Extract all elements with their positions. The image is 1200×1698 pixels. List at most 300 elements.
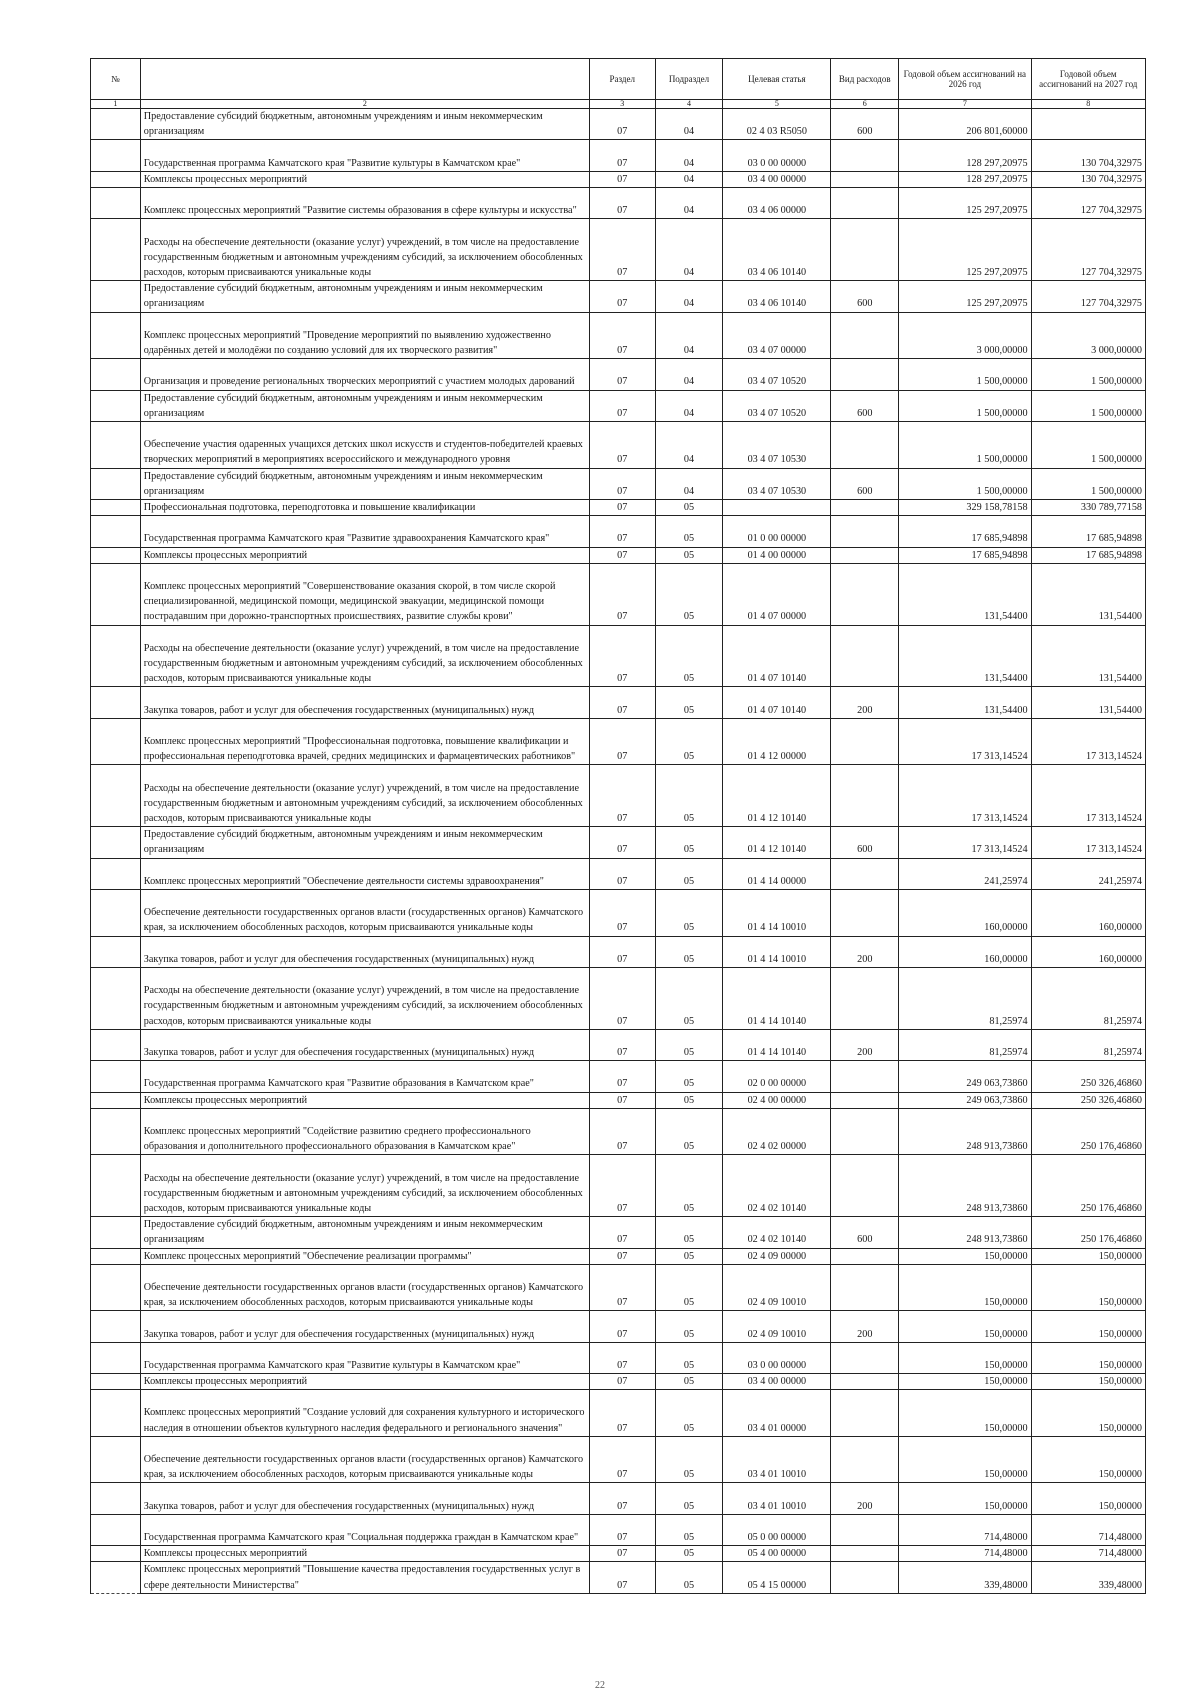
table-row bbox=[91, 827, 1146, 858]
row-2027-cell: 131,54400 bbox=[1031, 687, 1145, 718]
row-razdel-cell: 07 bbox=[589, 718, 655, 765]
row-podrazdel-cell: 05 bbox=[655, 1248, 723, 1264]
row-name-cell: Расходы на обеспечение деятельности (оказание услуг) учреждений, в том числе на предоставление государственным бюджетным и автономным учреждениям субсидий, за исключением обособленных расходов, которым присваиваются уникальные коды bbox=[140, 967, 589, 1029]
table-row bbox=[91, 1264, 1146, 1311]
table-row bbox=[91, 516, 1146, 547]
row-2027-cell: 17 313,14524 bbox=[1031, 827, 1145, 858]
row-2026-cell: 1 500,00000 bbox=[899, 468, 1031, 499]
row-podrazdel-cell: 05 bbox=[655, 1061, 723, 1092]
row-2026-cell: 206 801,60000 bbox=[899, 109, 1031, 140]
row-2027-cell: 250 326,46860 bbox=[1031, 1092, 1145, 1108]
row-razdel-cell: 07 bbox=[589, 1546, 655, 1562]
row-vid-cell bbox=[831, 312, 899, 359]
row-vid-cell bbox=[831, 1390, 899, 1437]
row-number-cell bbox=[91, 1562, 141, 1593]
row-2026-cell: 17 313,14524 bbox=[899, 827, 1031, 858]
row-vid-cell bbox=[831, 718, 899, 765]
row-vid-cell bbox=[831, 421, 899, 468]
row-razdel-cell: 07 bbox=[589, 1061, 655, 1092]
row-number-cell bbox=[91, 765, 141, 827]
row-number-cell bbox=[91, 889, 141, 936]
row-razdel-cell: 07 bbox=[589, 563, 655, 625]
column-number: 5 bbox=[723, 100, 831, 109]
row-vid-cell bbox=[831, 1374, 899, 1390]
row-vid-cell bbox=[831, 140, 899, 171]
table-row bbox=[91, 1342, 1146, 1373]
row-number-cell bbox=[91, 547, 141, 563]
row-razdel-cell: 07 bbox=[589, 1264, 655, 1311]
row-2027-cell: 250 326,46860 bbox=[1031, 1061, 1145, 1092]
row-razdel-cell: 07 bbox=[589, 1092, 655, 1108]
row-vid-cell bbox=[831, 171, 899, 187]
row-number-cell bbox=[91, 936, 141, 967]
row-number-cell bbox=[91, 1061, 141, 1092]
header-2026: Годовой объем ассигнований на 2026 год bbox=[899, 59, 1031, 100]
row-number-cell bbox=[91, 312, 141, 359]
row-name-cell: Обеспечение участия одаренных учащихся детских школ искусств и студентов-победителей краевых творческих мероприятий в мероприятиях всероссийского и международного уровня bbox=[140, 421, 589, 468]
row-podrazdel-cell: 05 bbox=[655, 858, 723, 889]
row-podrazdel-cell: 05 bbox=[655, 1436, 723, 1483]
row-target-cell: 03 4 01 10010 bbox=[723, 1436, 831, 1483]
row-name-cell: Расходы на обеспечение деятельности (оказание услуг) учреждений, в том числе на предоставление государственным бюджетным и автономным учреждениям субсидий, за исключением обособленных расходов, которым присваиваются уникальные коды bbox=[140, 625, 589, 687]
row-razdel-cell: 07 bbox=[589, 687, 655, 718]
row-number-cell bbox=[91, 1546, 141, 1562]
row-name-cell: Закупка товаров, работ и услуг для обеспечения государственных (муниципальных) нужд bbox=[140, 936, 589, 967]
table-row bbox=[91, 547, 1146, 563]
row-target-cell bbox=[723, 499, 831, 515]
row-podrazdel-cell: 05 bbox=[655, 1311, 723, 1342]
row-vid-cell bbox=[831, 1264, 899, 1311]
row-vid-cell bbox=[831, 1514, 899, 1545]
row-name-cell: Государственная программа Камчатского края "Развитие образования в Камчатском крае" bbox=[140, 1061, 589, 1092]
row-razdel-cell: 07 bbox=[589, 109, 655, 140]
table-row bbox=[91, 1029, 1146, 1060]
row-name-cell: Комплекс процессных мероприятий "Совершенствование оказания скорой, в том числе скорой специализированной, медицинской помощи, медицинской эвакуации, медицинской помощи пострадавшим при дорожно-транспортных происшествиях, развитие службы крови" bbox=[140, 563, 589, 625]
row-number-cell bbox=[91, 421, 141, 468]
row-razdel-cell: 07 bbox=[589, 390, 655, 421]
row-vid-cell: 200 bbox=[831, 1311, 899, 1342]
table-row bbox=[91, 188, 1146, 219]
row-2027-cell: 1 500,00000 bbox=[1031, 390, 1145, 421]
row-2026-cell: 160,00000 bbox=[899, 936, 1031, 967]
row-target-cell: 01 4 12 10140 bbox=[723, 765, 831, 827]
row-vid-cell bbox=[831, 625, 899, 687]
row-vid-cell bbox=[831, 1092, 899, 1108]
row-2026-cell: 150,00000 bbox=[899, 1311, 1031, 1342]
row-2027-cell: 1 500,00000 bbox=[1031, 359, 1145, 390]
row-podrazdel-cell: 04 bbox=[655, 219, 723, 281]
row-name-cell: Предоставление субсидий бюджетным, автономным учреждениям и иным некоммерческим организациям bbox=[140, 109, 589, 140]
row-2026-cell: 17 685,94898 bbox=[899, 516, 1031, 547]
row-2027-cell: 130 704,32975 bbox=[1031, 140, 1145, 171]
row-target-cell: 02 4 03 R5050 bbox=[723, 109, 831, 140]
row-name-cell: Комплексы процессных мероприятий bbox=[140, 547, 589, 563]
row-name-cell: Расходы на обеспечение деятельности (оказание услуг) учреждений, в том числе на предоставление государственным бюджетным и автономным учреждениям субсидий, за исключением обособленных расходов, которым присваиваются уникальные коды bbox=[140, 1155, 589, 1217]
header-podrazdel: Подраздел bbox=[655, 59, 723, 100]
header-razdel: Раздел bbox=[589, 59, 655, 100]
row-podrazdel-cell: 05 bbox=[655, 1390, 723, 1437]
row-podrazdel-cell: 05 bbox=[655, 1264, 723, 1311]
row-number-cell bbox=[91, 171, 141, 187]
row-2027-cell: 127 704,32975 bbox=[1031, 281, 1145, 312]
row-razdel-cell: 07 bbox=[589, 1390, 655, 1437]
row-2027-cell: 150,00000 bbox=[1031, 1483, 1145, 1514]
row-number-cell bbox=[91, 1374, 141, 1390]
row-razdel-cell: 07 bbox=[589, 1311, 655, 1342]
table-body bbox=[91, 109, 1146, 1594]
row-vid-cell bbox=[831, 1061, 899, 1092]
row-podrazdel-cell: 05 bbox=[655, 1562, 723, 1593]
table-row bbox=[91, 765, 1146, 827]
table-row bbox=[91, 1514, 1146, 1545]
row-razdel-cell: 07 bbox=[589, 1514, 655, 1545]
table-row bbox=[91, 1546, 1146, 1562]
row-podrazdel-cell: 05 bbox=[655, 1514, 723, 1545]
row-target-cell: 05 4 15 00000 bbox=[723, 1562, 831, 1593]
row-name-cell: Комплексы процессных мероприятий bbox=[140, 171, 589, 187]
row-name-cell: Закупка товаров, работ и услуг для обеспечения государственных (муниципальных) нужд bbox=[140, 687, 589, 718]
row-vid-cell bbox=[831, 219, 899, 281]
row-podrazdel-cell: 05 bbox=[655, 1483, 723, 1514]
column-number: 6 bbox=[831, 100, 899, 109]
row-podrazdel-cell: 05 bbox=[655, 547, 723, 563]
row-vid-cell: 200 bbox=[831, 687, 899, 718]
row-2027-cell: 150,00000 bbox=[1031, 1390, 1145, 1437]
row-name-cell: Закупка товаров, работ и услуг для обеспечения государственных (муниципальных) нужд bbox=[140, 1029, 589, 1060]
row-podrazdel-cell: 04 bbox=[655, 312, 723, 359]
row-target-cell: 01 4 14 10140 bbox=[723, 967, 831, 1029]
row-vid-cell bbox=[831, 1562, 899, 1593]
column-number: 2 bbox=[140, 100, 589, 109]
row-2026-cell: 81,25974 bbox=[899, 1029, 1031, 1060]
row-razdel-cell: 07 bbox=[589, 312, 655, 359]
row-name-cell: Закупка товаров, работ и услуг для обеспечения государственных (муниципальных) нужд bbox=[140, 1311, 589, 1342]
row-name-cell: Организация и проведение региональных творческих мероприятий с участием молодых дарований bbox=[140, 359, 589, 390]
row-2027-cell: 714,48000 bbox=[1031, 1514, 1145, 1545]
row-2027-cell: 241,25974 bbox=[1031, 858, 1145, 889]
row-2026-cell: 131,54400 bbox=[899, 687, 1031, 718]
row-name-cell: Профессиональная подготовка, переподготовка и повышение квалификации bbox=[140, 499, 589, 515]
row-2027-cell bbox=[1031, 109, 1145, 140]
column-number: 1 bbox=[91, 100, 141, 109]
row-2026-cell: 128 297,20975 bbox=[899, 171, 1031, 187]
row-vid-cell bbox=[831, 188, 899, 219]
row-podrazdel-cell: 04 bbox=[655, 140, 723, 171]
row-2027-cell: 127 704,32975 bbox=[1031, 188, 1145, 219]
table-row bbox=[91, 109, 1146, 140]
row-number-cell bbox=[91, 625, 141, 687]
row-vid-cell bbox=[831, 1248, 899, 1264]
row-target-cell: 03 4 07 10530 bbox=[723, 468, 831, 499]
row-target-cell: 02 4 09 00000 bbox=[723, 1248, 831, 1264]
row-podrazdel-cell: 05 bbox=[655, 1217, 723, 1248]
row-razdel-cell: 07 bbox=[589, 499, 655, 515]
row-2026-cell: 150,00000 bbox=[899, 1390, 1031, 1437]
table-row bbox=[91, 1061, 1146, 1092]
row-target-cell: 01 4 14 10140 bbox=[723, 1029, 831, 1060]
row-2027-cell: 1 500,00000 bbox=[1031, 468, 1145, 499]
row-razdel-cell: 07 bbox=[589, 1374, 655, 1390]
row-2026-cell: 248 913,73860 bbox=[899, 1108, 1031, 1155]
row-name-cell: Государственная программа Камчатского края "Развитие культуры в Камчатском крае" bbox=[140, 1342, 589, 1373]
row-target-cell: 03 4 06 10140 bbox=[723, 219, 831, 281]
row-podrazdel-cell: 05 bbox=[655, 687, 723, 718]
row-razdel-cell: 07 bbox=[589, 1029, 655, 1060]
row-razdel-cell: 07 bbox=[589, 421, 655, 468]
row-2026-cell: 17 685,94898 bbox=[899, 547, 1031, 563]
table-row bbox=[91, 1092, 1146, 1108]
row-podrazdel-cell: 05 bbox=[655, 499, 723, 515]
row-target-cell: 02 4 00 00000 bbox=[723, 1092, 831, 1108]
table-row bbox=[91, 499, 1146, 515]
row-podrazdel-cell: 05 bbox=[655, 1029, 723, 1060]
table-row bbox=[91, 858, 1146, 889]
row-number-cell bbox=[91, 1092, 141, 1108]
row-2026-cell: 248 913,73860 bbox=[899, 1217, 1031, 1248]
row-razdel-cell: 07 bbox=[589, 1436, 655, 1483]
row-vid-cell bbox=[831, 499, 899, 515]
row-vid-cell bbox=[831, 547, 899, 563]
header-row bbox=[91, 59, 1146, 100]
row-2027-cell: 714,48000 bbox=[1031, 1546, 1145, 1562]
row-razdel-cell: 07 bbox=[589, 359, 655, 390]
row-target-cell: 01 4 12 00000 bbox=[723, 718, 831, 765]
row-vid-cell bbox=[831, 889, 899, 936]
row-number-cell bbox=[91, 1514, 141, 1545]
row-2027-cell: 150,00000 bbox=[1031, 1342, 1145, 1373]
table-row bbox=[91, 625, 1146, 687]
row-podrazdel-cell: 05 bbox=[655, 765, 723, 827]
row-2027-cell: 250 176,46860 bbox=[1031, 1155, 1145, 1217]
row-2026-cell: 3 000,00000 bbox=[899, 312, 1031, 359]
table-row bbox=[91, 718, 1146, 765]
row-podrazdel-cell: 04 bbox=[655, 281, 723, 312]
row-target-cell: 03 4 07 00000 bbox=[723, 312, 831, 359]
row-name-cell: Государственная программа Камчатского края "Развитие здравоохранения Камчатского края" bbox=[140, 516, 589, 547]
row-name-cell: Комплекс процессных мероприятий "Обеспечение реализации программы" bbox=[140, 1248, 589, 1264]
row-podrazdel-cell: 05 bbox=[655, 889, 723, 936]
table-header bbox=[91, 59, 1146, 109]
row-2027-cell: 160,00000 bbox=[1031, 936, 1145, 967]
row-name-cell: Предоставление субсидий бюджетным, автономным учреждениям и иным некоммерческим организациям bbox=[140, 468, 589, 499]
row-target-cell: 01 0 00 00000 bbox=[723, 516, 831, 547]
row-number-cell bbox=[91, 109, 141, 140]
row-target-cell: 03 4 06 10140 bbox=[723, 281, 831, 312]
table-row bbox=[91, 171, 1146, 187]
row-2027-cell: 150,00000 bbox=[1031, 1264, 1145, 1311]
row-number-cell bbox=[91, 858, 141, 889]
row-podrazdel-cell: 04 bbox=[655, 188, 723, 219]
table-row bbox=[91, 1217, 1146, 1248]
row-name-cell: Предоставление субсидий бюджетным, автономным учреждениям и иным некоммерческим организациям bbox=[140, 1217, 589, 1248]
row-number-cell bbox=[91, 563, 141, 625]
row-podrazdel-cell: 05 bbox=[655, 1342, 723, 1373]
row-name-cell: Государственная программа Камчатского края "Социальная поддержка граждан в Камчатском крае" bbox=[140, 1514, 589, 1545]
row-vid-cell: 200 bbox=[831, 936, 899, 967]
row-name-cell: Обеспечение деятельности государственных органов власти (государственных органов) Камчатского края, за исключением обособленных расходов, которым присваиваются уникальные коды bbox=[140, 889, 589, 936]
row-number-cell bbox=[91, 499, 141, 515]
row-2026-cell: 150,00000 bbox=[899, 1264, 1031, 1311]
row-number-cell bbox=[91, 718, 141, 765]
row-vid-cell bbox=[831, 563, 899, 625]
table-row bbox=[91, 359, 1146, 390]
row-number-cell bbox=[91, 1483, 141, 1514]
row-number-cell bbox=[91, 390, 141, 421]
row-razdel-cell: 07 bbox=[589, 765, 655, 827]
page-number: 22 bbox=[595, 1680, 605, 1691]
row-target-cell: 01 4 07 10140 bbox=[723, 687, 831, 718]
row-2026-cell: 17 313,14524 bbox=[899, 765, 1031, 827]
table-row bbox=[91, 390, 1146, 421]
header-target: Целевая статья bbox=[723, 59, 831, 100]
row-name-cell: Комплекс процессных мероприятий "Создание условий для сохранения культурного и исторического наследия в отношении объектов культурного наследия федерального и регионального значения" bbox=[140, 1390, 589, 1437]
row-2026-cell: 248 913,73860 bbox=[899, 1155, 1031, 1217]
row-number-cell bbox=[91, 219, 141, 281]
row-name-cell: Обеспечение деятельности государственных органов власти (государственных органов) Камчатского края, за исключением обособленных расходов, которым присваиваются уникальные коды bbox=[140, 1264, 589, 1311]
row-name-cell: Комплекс процессных мероприятий "Обеспечение деятельности системы здравоохранения" bbox=[140, 858, 589, 889]
row-podrazdel-cell: 05 bbox=[655, 718, 723, 765]
row-name-cell: Расходы на обеспечение деятельности (оказание услуг) учреждений, в том числе на предоставление государственным бюджетным и автономным учреждениям субсидий, за исключением обособленных расходов, которым присваиваются уникальные коды bbox=[140, 765, 589, 827]
row-target-cell: 03 0 00 00000 bbox=[723, 1342, 831, 1373]
table-row bbox=[91, 687, 1146, 718]
row-vid-cell bbox=[831, 1155, 899, 1217]
row-2027-cell: 127 704,32975 bbox=[1031, 219, 1145, 281]
table-row bbox=[91, 889, 1146, 936]
table-row bbox=[91, 421, 1146, 468]
row-razdel-cell: 07 bbox=[589, 1483, 655, 1514]
row-vid-cell bbox=[831, 359, 899, 390]
row-podrazdel-cell: 05 bbox=[655, 1374, 723, 1390]
row-2027-cell: 131,54400 bbox=[1031, 625, 1145, 687]
row-name-cell: Предоставление субсидий бюджетным, автономным учреждениям и иным некоммерческим организациям bbox=[140, 827, 589, 858]
row-name-cell: Закупка товаров, работ и услуг для обеспечения государственных (муниципальных) нужд bbox=[140, 1483, 589, 1514]
row-vid-cell: 600 bbox=[831, 1217, 899, 1248]
row-2026-cell: 17 313,14524 bbox=[899, 718, 1031, 765]
table-row bbox=[91, 468, 1146, 499]
table-row bbox=[91, 1108, 1146, 1155]
row-podrazdel-cell: 05 bbox=[655, 1108, 723, 1155]
row-name-cell: Обеспечение деятельности государственных органов власти (государственных органов) Камчатского края, за исключением обособленных расходов, которым присваиваются уникальные коды bbox=[140, 1436, 589, 1483]
row-number-cell bbox=[91, 281, 141, 312]
row-2027-cell: 3 000,00000 bbox=[1031, 312, 1145, 359]
row-2026-cell: 1 500,00000 bbox=[899, 390, 1031, 421]
row-2027-cell: 160,00000 bbox=[1031, 889, 1145, 936]
row-2026-cell: 125 297,20975 bbox=[899, 219, 1031, 281]
row-name-cell: Комплекс процессных мероприятий "Проведение мероприятий по выявлению художественно одарённых детей и молодёжи по созданию условий для их творческого развития" bbox=[140, 312, 589, 359]
row-razdel-cell: 07 bbox=[589, 1248, 655, 1264]
row-2026-cell: 714,48000 bbox=[899, 1546, 1031, 1562]
row-vid-cell bbox=[831, 765, 899, 827]
row-razdel-cell: 07 bbox=[589, 188, 655, 219]
table-row bbox=[91, 1390, 1146, 1437]
row-target-cell: 03 4 07 10520 bbox=[723, 359, 831, 390]
row-target-cell: 02 4 09 10010 bbox=[723, 1311, 831, 1342]
row-2026-cell: 249 063,73860 bbox=[899, 1061, 1031, 1092]
row-2026-cell: 150,00000 bbox=[899, 1436, 1031, 1483]
table-row bbox=[91, 312, 1146, 359]
row-name-cell: Комплекс процессных мероприятий "Повышение качества предоставления государственных услуг в сфере деятельности Министерства" bbox=[140, 1562, 589, 1593]
row-target-cell: 02 4 02 10140 bbox=[723, 1155, 831, 1217]
row-number-cell bbox=[91, 827, 141, 858]
row-number-cell bbox=[91, 1029, 141, 1060]
row-vid-cell: 600 bbox=[831, 109, 899, 140]
row-target-cell: 03 4 00 00000 bbox=[723, 171, 831, 187]
header-name bbox=[140, 59, 589, 100]
row-target-cell: 02 0 00 00000 bbox=[723, 1061, 831, 1092]
row-name-cell: Комплекс процессных мероприятий "Развитие системы образования в сфере культуры и искусства" bbox=[140, 188, 589, 219]
header-number: № bbox=[91, 59, 141, 100]
row-vid-cell: 200 bbox=[831, 1029, 899, 1060]
row-2026-cell: 81,25974 bbox=[899, 967, 1031, 1029]
row-podrazdel-cell: 04 bbox=[655, 390, 723, 421]
row-vid-cell: 600 bbox=[831, 390, 899, 421]
table-row bbox=[91, 1311, 1146, 1342]
table-row bbox=[91, 936, 1146, 967]
row-name-cell: Комплекс процессных мероприятий "Профессиональная подготовка, повышение квалификации и профессиональная переподготовка врачей, средних медицинских и фармацевтических работников" bbox=[140, 718, 589, 765]
row-vid-cell bbox=[831, 858, 899, 889]
row-number-cell bbox=[91, 468, 141, 499]
table-row bbox=[91, 219, 1146, 281]
row-2027-cell: 17 685,94898 bbox=[1031, 547, 1145, 563]
row-podrazdel-cell: 04 bbox=[655, 109, 723, 140]
row-name-cell: Комплексы процессных мероприятий bbox=[140, 1092, 589, 1108]
row-vid-cell bbox=[831, 1108, 899, 1155]
row-name-cell: Предоставление субсидий бюджетным, автономным учреждениям и иным некоммерческим организациям bbox=[140, 281, 589, 312]
row-razdel-cell: 07 bbox=[589, 516, 655, 547]
header-vid: Вид расходов bbox=[831, 59, 899, 100]
row-target-cell: 01 4 07 00000 bbox=[723, 563, 831, 625]
column-number: 3 bbox=[589, 100, 655, 109]
row-2027-cell: 1 500,00000 bbox=[1031, 421, 1145, 468]
row-vid-cell bbox=[831, 1546, 899, 1562]
row-podrazdel-cell: 05 bbox=[655, 516, 723, 547]
row-razdel-cell: 07 bbox=[589, 827, 655, 858]
row-vid-cell: 600 bbox=[831, 468, 899, 499]
row-podrazdel-cell: 05 bbox=[655, 827, 723, 858]
table-row bbox=[91, 281, 1146, 312]
row-razdel-cell: 07 bbox=[589, 547, 655, 563]
row-2027-cell: 339,48000 bbox=[1031, 1562, 1145, 1593]
row-vid-cell: 200 bbox=[831, 1483, 899, 1514]
row-number-cell bbox=[91, 1217, 141, 1248]
row-2027-cell: 81,25974 bbox=[1031, 1029, 1145, 1060]
table-row bbox=[91, 1562, 1146, 1593]
row-razdel-cell: 07 bbox=[589, 889, 655, 936]
table-row bbox=[91, 1374, 1146, 1390]
row-2026-cell: 249 063,73860 bbox=[899, 1092, 1031, 1108]
row-razdel-cell: 07 bbox=[589, 219, 655, 281]
row-2027-cell: 330 789,77158 bbox=[1031, 499, 1145, 515]
row-razdel-cell: 07 bbox=[589, 1108, 655, 1155]
row-name-cell: Комплекс процессных мероприятий "Содействие развитию среднего профессионального образования и дополнительного профессионального образования в Камчатском крае" bbox=[140, 1108, 589, 1155]
row-2026-cell: 329 158,78158 bbox=[899, 499, 1031, 515]
table-row bbox=[91, 1155, 1146, 1217]
table-row bbox=[91, 1436, 1146, 1483]
row-razdel-cell: 07 bbox=[589, 140, 655, 171]
row-podrazdel-cell: 05 bbox=[655, 563, 723, 625]
row-target-cell: 05 4 00 00000 bbox=[723, 1546, 831, 1562]
row-number-cell bbox=[91, 359, 141, 390]
row-2026-cell: 128 297,20975 bbox=[899, 140, 1031, 171]
budget-table bbox=[90, 58, 1146, 1594]
row-name-cell: Комплексы процессных мероприятий bbox=[140, 1374, 589, 1390]
row-target-cell: 03 4 01 10010 bbox=[723, 1483, 831, 1514]
row-razdel-cell: 07 bbox=[589, 858, 655, 889]
row-target-cell: 01 4 14 10010 bbox=[723, 936, 831, 967]
row-podrazdel-cell: 04 bbox=[655, 468, 723, 499]
row-razdel-cell: 07 bbox=[589, 1155, 655, 1217]
column-number: 4 bbox=[655, 100, 723, 109]
